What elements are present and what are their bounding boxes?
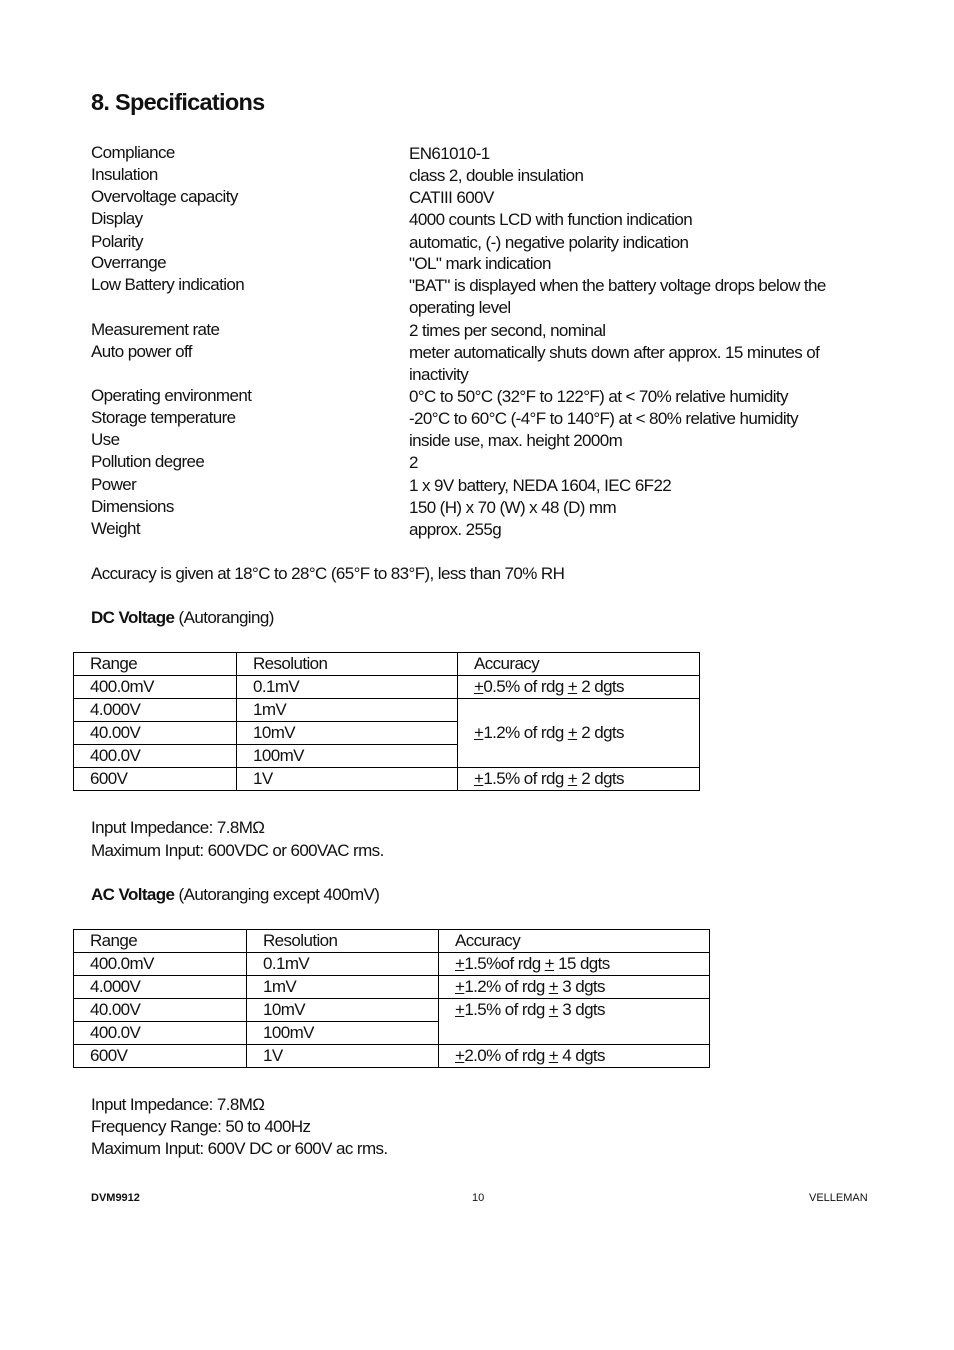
header-accuracy: Accuracy <box>439 930 710 953</box>
spec-row-measurement-rate <box>91 320 851 342</box>
spec-label: Low Battery indication <box>91 275 245 294</box>
table-row <box>74 976 710 999</box>
table-header-row <box>74 930 710 953</box>
resolution-cell: 1mV <box>237 699 458 722</box>
spec-row-dimensions <box>91 497 851 519</box>
range-cell: 600V <box>74 768 237 791</box>
spec-value: 1 x 9V battery, NEDA 1604, IEC 6F22 <box>409 476 672 495</box>
spec-label: Overvoltage capacity <box>91 187 238 206</box>
resolution-cell: 100mV <box>237 745 458 768</box>
dc-note-impedance: Input Impedance: 7.8MΩ <box>91 818 265 837</box>
spec-value: "BAT" is displayed when the battery voltage drops below the operating level <box>409 276 826 317</box>
spec-label: Power <box>91 475 137 494</box>
resolution-cell: 10mV <box>247 999 439 1022</box>
spec-row-overvoltage <box>91 187 851 209</box>
ac-voltage-table <box>73 929 710 1068</box>
dc-voltage-table <box>73 652 700 791</box>
accuracy-cell: +1.2% of rdg + 2 dgts <box>458 699 700 768</box>
range-cell: 400.0V <box>74 1022 247 1045</box>
spec-value: EN61010-1 <box>409 144 490 163</box>
spec-label: Dimensions <box>91 497 174 516</box>
accuracy-cell: +0.5% of rdg + 2 dgts <box>458 676 700 699</box>
ac-voltage-subtitle: (Autoranging except 400mV) <box>178 885 380 904</box>
spec-row-storage-temperature <box>91 408 851 430</box>
table-row <box>74 953 710 976</box>
footer-page-number: 10 <box>472 1192 485 1204</box>
spec-value: -20°C to 60°C (-4°F to 140°F) at < 80% relative humidity <box>409 409 799 428</box>
spec-label: Operating environment <box>91 386 252 405</box>
spec-value: 2 <box>409 453 418 472</box>
range-cell: 400.0mV <box>74 953 247 976</box>
resolution-cell: 10mV <box>237 722 458 745</box>
header-range: Range <box>74 930 247 953</box>
table-row <box>74 1045 710 1068</box>
spec-row-pollution-degree <box>91 452 851 474</box>
spec-label: Overrange <box>91 253 166 272</box>
header-resolution: Resolution <box>247 930 439 953</box>
ac-note-frequency: Frequency Range: 50 to 400Hz <box>91 1117 311 1136</box>
spec-label: Storage temperature <box>91 408 236 427</box>
accuracy-cell: +1.2% of rdg + 3 dgts <box>439 976 710 999</box>
header-accuracy: Accuracy <box>458 653 700 676</box>
spec-value: 0°C to 50°C (32°F to 122°F) at < 70% relative humidity <box>409 387 788 406</box>
dc-voltage-title: DC Voltage <box>91 608 175 627</box>
spec-value: inside use, max. height 2000m <box>409 431 623 450</box>
resolution-cell: 100mV <box>247 1022 439 1045</box>
spec-label: Measurement rate <box>91 320 220 339</box>
spec-label: Insulation <box>91 165 158 184</box>
table-row <box>74 699 700 722</box>
spec-row-power <box>91 475 851 497</box>
spec-value: CATIII 600V <box>409 188 494 207</box>
dc-voltage-subtitle: (Autoranging) <box>178 608 274 627</box>
spec-value: 2 times per second, nominal <box>409 321 606 340</box>
table-row <box>74 676 700 699</box>
resolution-cell: 0.1mV <box>237 676 458 699</box>
section-title: 8. Specifications <box>91 89 265 115</box>
spec-value: 150 (H) x 70 (W) x 48 (D) mm <box>409 498 617 517</box>
resolution-cell: 1V <box>247 1045 439 1068</box>
spec-value: class 2, double insulation <box>409 166 584 185</box>
spec-label: Weight <box>91 519 141 538</box>
ac-note-max-input: Maximum Input: 600V DC or 600V ac rms. <box>91 1139 388 1158</box>
spec-row-weight <box>91 519 851 541</box>
range-cell: 40.00V <box>74 999 247 1022</box>
spec-label: Use <box>91 430 120 449</box>
table-row <box>74 999 710 1022</box>
spec-value: approx. 255g <box>409 520 502 539</box>
spec-row-use <box>91 430 851 452</box>
spec-row-polarity <box>91 232 851 254</box>
spec-value: automatic, (-) negative polarity indication <box>409 233 689 252</box>
range-cell: 40.00V <box>74 722 237 745</box>
accuracy-cell: +1.5% of rdg + 3 dgts <box>439 999 710 1045</box>
footer-model: DVM9912 <box>91 1192 140 1204</box>
spec-value: 4000 counts LCD with function indication <box>409 210 693 229</box>
spec-label: Polarity <box>91 232 143 251</box>
range-cell: 4.000V <box>74 699 237 722</box>
header-range: Range <box>74 653 237 676</box>
table-row <box>74 768 700 791</box>
range-cell: 4.000V <box>74 976 247 999</box>
range-cell: 600V <box>74 1045 247 1068</box>
range-cell: 400.0mV <box>74 676 237 699</box>
resolution-cell: 1mV <box>247 976 439 999</box>
accuracy-cell: +2.0% of rdg + 4 dgts <box>439 1045 710 1068</box>
dc-note-max-input: Maximum Input: 600VDC or 600VAC rms. <box>91 841 384 860</box>
spec-row-display <box>91 209 851 231</box>
spec-value: "OL" mark indication <box>409 254 551 273</box>
spec-row-low-battery <box>91 275 851 317</box>
spec-label: Display <box>91 209 143 228</box>
resolution-cell: 1V <box>237 768 458 791</box>
dc-voltage-heading <box>91 607 274 629</box>
spec-label: Auto power off <box>91 342 192 361</box>
table-header-row <box>74 653 700 676</box>
spec-row-auto-power-off <box>91 342 851 384</box>
spec-row-operating-environment <box>91 386 851 408</box>
spec-label: Compliance <box>91 143 175 162</box>
ac-voltage-heading <box>91 884 379 906</box>
spec-value: meter automatically shuts down after approx. 15 minutes of inactivity <box>409 343 820 384</box>
footer-brand: VELLEMAN <box>809 1192 868 1204</box>
spec-row-overrange <box>91 253 851 275</box>
ac-note-impedance: Input Impedance: 7.8MΩ <box>91 1095 265 1114</box>
spec-row-compliance <box>91 143 851 165</box>
accuracy-note: Accuracy is given at 18°C to 28°C (65°F to 83°F), less than 70% RH <box>91 564 565 583</box>
spec-label: Pollution degree <box>91 452 205 471</box>
resolution-cell: 0.1mV <box>247 953 439 976</box>
spec-row-insulation <box>91 165 851 187</box>
accuracy-cell: +1.5% of rdg + 2 dgts <box>458 768 700 791</box>
range-cell: 400.0V <box>74 745 237 768</box>
accuracy-cell: +1.5%of rdg + 15 dgts <box>439 953 710 976</box>
header-resolution: Resolution <box>237 653 458 676</box>
ac-voltage-title: AC Voltage <box>91 885 175 904</box>
